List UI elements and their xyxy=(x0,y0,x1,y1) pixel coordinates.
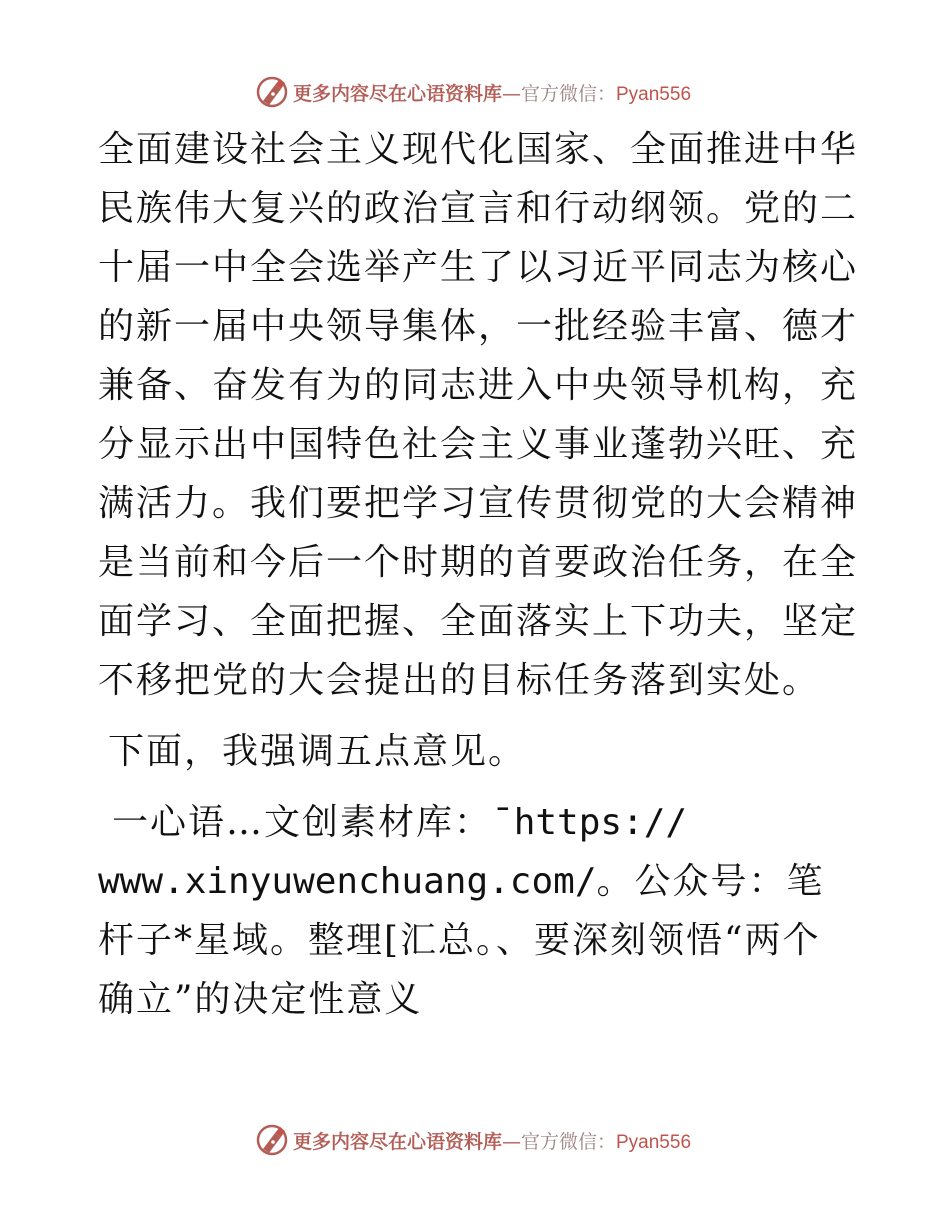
paragraph-1: 全面建设社会主义现代化国家、全面推进中华民族伟大复兴的政治宣言和行动纲领。党的二十届一中全会选举产生了以习近平同志为核心的新一届中央领导集体，一批经验丰富、德才兼备、奋发有为的同志进入中央领导机构，充分显示出中国特色社会主义事业蓬勃兴旺、充满活力。我们要把学习宣传贯彻党的大会精神是当前和今后一个时期的首要政治任务，在全面学习、全面把握、全面落实上下功夫，坚定不移把党的大会提出的目标任务落到实处。 xyxy=(98,129,859,701)
header-brand-text: 更多内容尽在心语资料库 xyxy=(292,82,502,105)
footer-brand-text: 更多内容尽在心语资料库 xyxy=(292,1130,502,1153)
paragraph-3 xyxy=(98,793,858,1029)
header-separator: — xyxy=(501,82,521,105)
footer-banner xyxy=(0,1120,950,1160)
header-banner xyxy=(0,72,950,112)
footer-separator: — xyxy=(501,1130,521,1153)
footer-label: 官方微信： xyxy=(520,1130,616,1153)
header-wechat-id: Pyan556 xyxy=(616,83,692,105)
pen-logo-icon xyxy=(255,75,289,109)
paragraph-2: 下面，我强调五点意见。 xyxy=(108,731,527,772)
header-text xyxy=(293,79,691,106)
paragraph-3-url-start: ¯https:// xyxy=(492,802,688,843)
header-label: 官方微信： xyxy=(520,82,616,105)
paragraph-3-source-text: 一心语…文创素材库： xyxy=(112,802,493,843)
header-banner-inner xyxy=(255,75,691,109)
paragraph-3-rest: 。公众号：笔杆子*星域。整理[汇总。、要深刻领悟“两个确立”的决定性意义 xyxy=(98,861,825,1020)
document-body xyxy=(98,120,858,1029)
pen-logo-icon xyxy=(255,1123,289,1157)
paragraph-3-line-1 xyxy=(98,793,858,852)
footer-wechat-id: Pyan556 xyxy=(616,1131,692,1153)
footer-banner-inner xyxy=(255,1123,691,1157)
paragraph-3-url-rest: www.xinyuwenchuang.com/ xyxy=(98,861,597,902)
footer-text xyxy=(293,1127,691,1154)
